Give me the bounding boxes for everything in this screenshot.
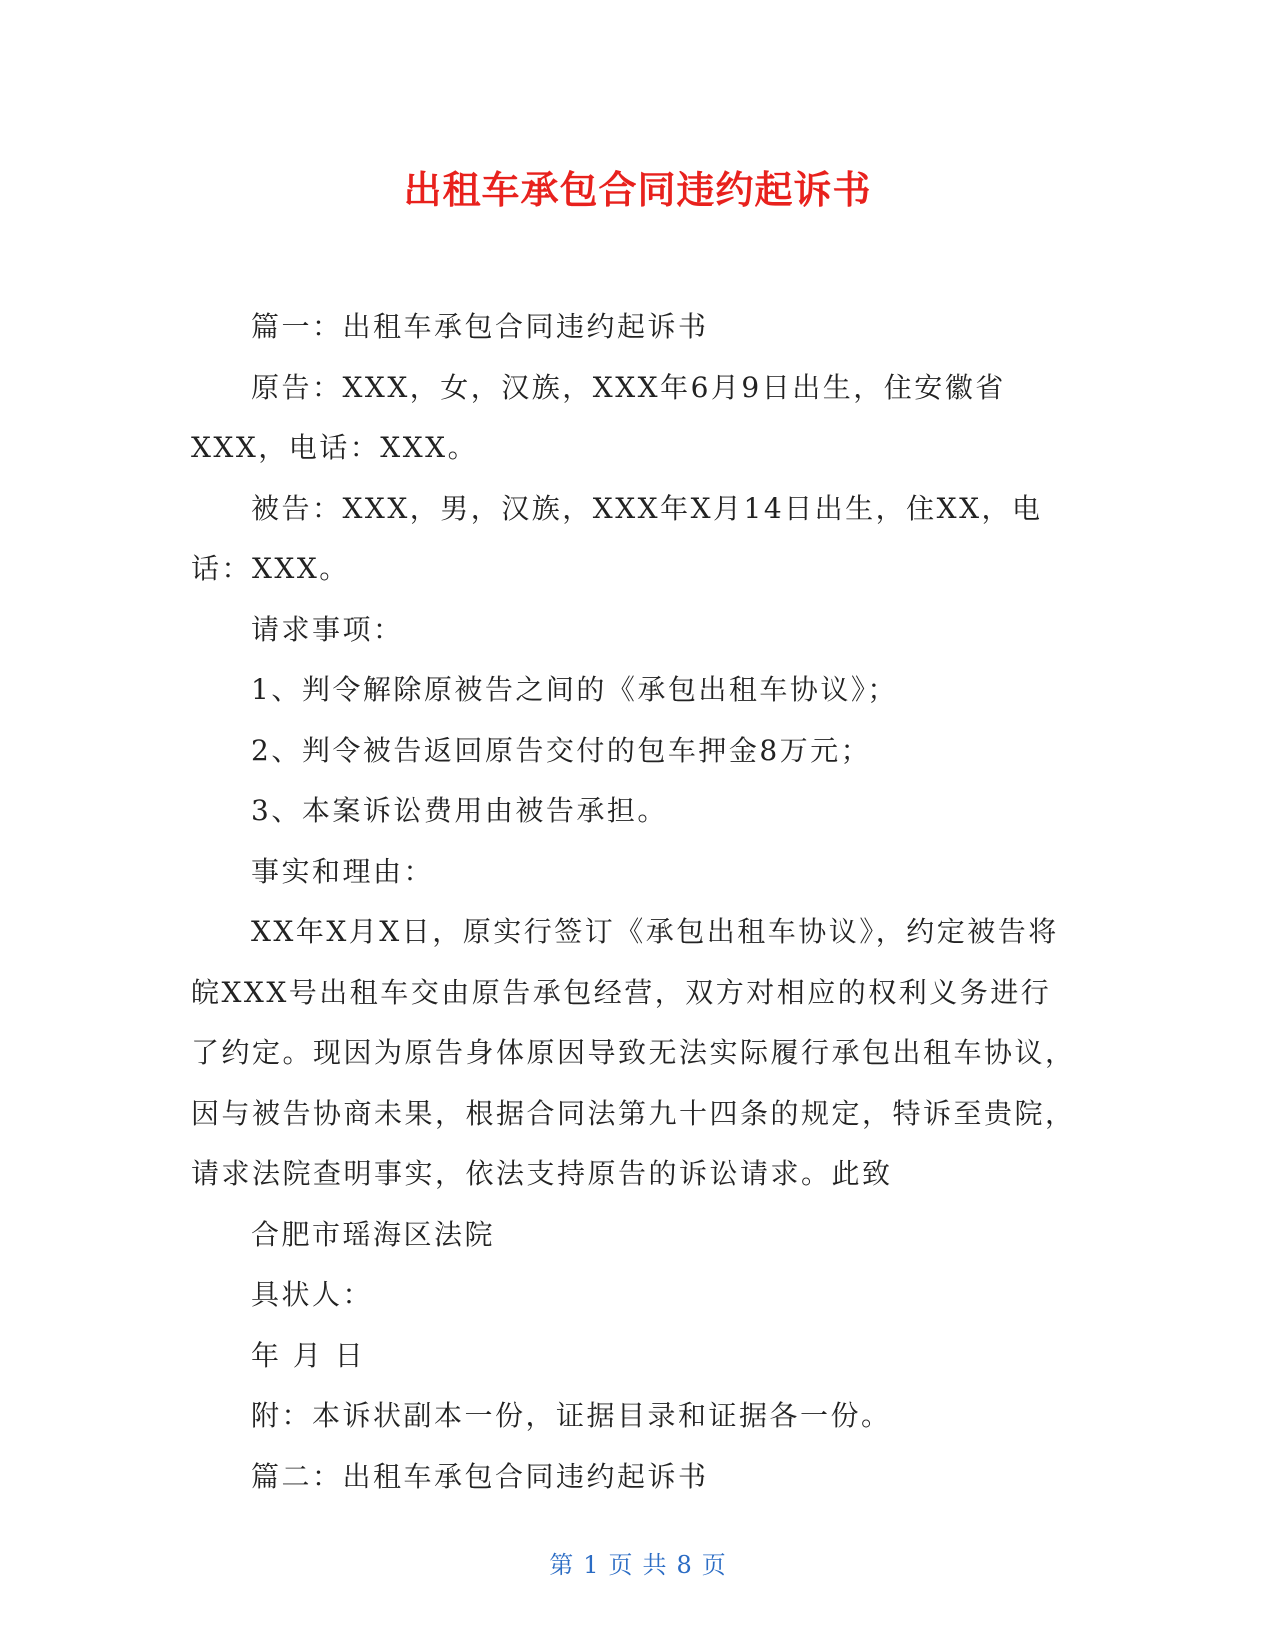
page-label-mid: 页 <box>608 1551 633 1579</box>
plaintiff-info: 原告：XXX，女，汉族，XXX年6月9日出生，住安徽省XXX，电话：XXX。 <box>191 370 1006 464</box>
total-pages-number: 8 <box>676 1551 692 1579</box>
court-name: 合肥市瑶海区法院 <box>251 1217 496 1251</box>
attachment-note: 附：本诉状副本一份，证据目录和证据各一份。 <box>251 1399 892 1432</box>
page-label-prefix: 第 <box>549 1551 574 1579</box>
page-label-suffix: 页 <box>701 1551 726 1579</box>
claim-item-2: 2、判令被告返回原告交付的包车押金8万元； <box>251 733 872 767</box>
signer-line: 具状人： <box>251 1278 374 1311</box>
section-heading-2: 篇二：出租车承包合同违约起诉书 <box>251 1459 709 1493</box>
document-title: 出租车承包合同违约起诉书 <box>403 168 872 212</box>
claims-heading: 请求事项： <box>251 612 404 646</box>
document-body <box>191 297 1081 1507</box>
total-label: 共 <box>642 1551 667 1579</box>
page-footer <box>0 1550 1275 1580</box>
facts-heading: 事实和理由： <box>251 854 435 888</box>
claim-item-1: 1、判令解除原被告之间的《承包出租车协议》； <box>251 673 898 706</box>
claim-item-3: 3、本案诉讼费用由被告承担。 <box>251 794 668 827</box>
current-page-number: 1 <box>583 1551 599 1579</box>
defendant-info: 被告：XXX，男，汉族，XXX年X月14日出生，住XX，电话：XXX。 <box>191 491 1043 585</box>
section-heading-1: 篇一：出租车承包合同违约起诉书 <box>251 310 709 343</box>
facts-paragraph: XX年X月X日，原实行签订《承包出租车协议》，约定被告将皖XXX号出租车交由原告承包经营，双方对相应的权利义务进行了约定。现因为原告身体原因导致无法实际履行承包出租车协议，因与被告协商未果，根据合同法第九十四条的规定，特诉至贵院，请求法院查明事实，依法支持原告的诉讼请求。此致 <box>191 915 1076 1190</box>
date-line: 年 月 日 <box>251 1338 366 1372</box>
